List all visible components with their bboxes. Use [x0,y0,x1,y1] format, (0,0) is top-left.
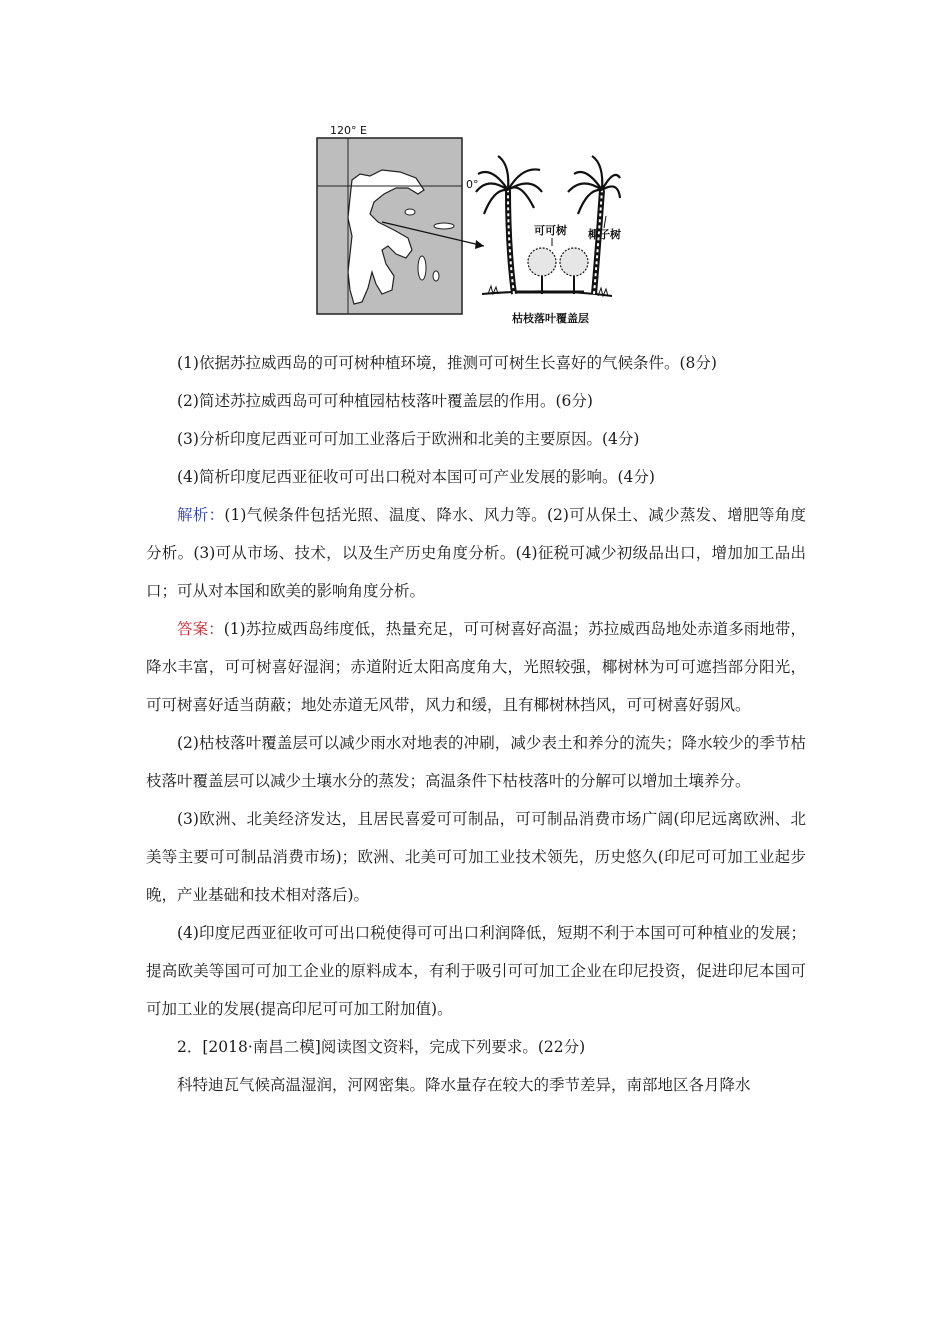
answer-paragraph-1 [146,610,806,724]
islet [434,223,454,229]
answer-label: 答案： [177,620,224,638]
pointer-arrowhead [475,240,484,249]
document-body [146,344,806,1104]
question-4: (4)简析印度尼西亚征收可可出口税对本国可可产业发展的影响。(4分) [177,468,655,486]
cocoa-tree [560,248,588,294]
question-2: (2)简述苏拉威西岛可可种植园枯枝落叶覆盖层的作用。(6分) [177,392,593,410]
analysis-label: 解析： [177,506,225,524]
analysis-paragraph [146,496,806,610]
latitude-label: 0° [466,178,479,191]
question-1: (1)依据苏拉威西岛的可可树种植环境，推测可可树生长喜好的气候条件。(8分) [177,354,717,372]
cocoa-tree [528,248,556,294]
figure-drawing [312,118,622,333]
answer-paragraph-3: (3)欧洲、北美经济发达，且居民喜爱可可制品，可可制品消费市场广阔(印尼远离欧洲、北美等主要可可制品消费市场)；欧洲、北美可可加工业技术领先，历史悠久(印尼可可加工业起步晚，产业基础和技术相对落后)。 [146,810,806,904]
island-plantation-figure [312,118,622,333]
analysis-text: (1)气候条件包括光照、温度、降水、风力等。(2)可从保土、减少蒸发、增肥等角度分析。(3)可从市场、技术，以及生产历史角度分析。(4)征税可减少初级品出口，增加加工品出口；可从对本国和欧美的影响角度分析。 [146,506,806,600]
answer-paragraph-2: (2)枯枝落叶覆盖层可以减少雨水对地表的冲刷，减少表土和养分的流失；降水较少的季节枯枝落叶覆盖层可以减少土壤水分的蒸发；高温条件下枯枝落叶的分解可以增加土壤养分。 [146,734,806,790]
islet [418,256,426,280]
coconut-tree-left [476,156,542,294]
coconut-pointer [604,216,606,228]
islet [433,271,439,281]
coconut-tree-label: 椰子树 [588,228,621,241]
answer-paragraph-4: (4)印度尼西亚征收可可出口税使得可可出口利润降低，短期不利于本国可可种植业的发展；提高欧美等国可可加工企业的原料成本，有利于吸引可可加工企业在印尼投资，促进印尼本国可可加工业的发展(提高印尼可可加工附加值)。 [146,924,806,1018]
next-question-intro: 科特迪瓦气候高温湿润，河网密集。降水量存在较大的季节差异，南部地区各月降水 [177,1076,751,1094]
answer-text-1: (1)苏拉威西岛纬度低，热量充足，可可树喜好高温；苏拉威西岛地处赤道多雨地带，降水丰富，可可树喜好湿润；赤道附近太阳高度角大，光照较强，椰树林为可可遮挡部分阳光，可可树喜好适当荫蔽；地处赤道无风带，风力和缓，且有椰树林挡风，可可树喜好弱风。 [146,620,806,714]
question-3: (3)分析印度尼西亚可可加工业落后于欧洲和北美的主要原因。(4分) [177,430,640,448]
longitude-label: 120° E [330,124,367,137]
islet [405,209,415,215]
cocoa-tree-label: 可可树 [534,224,567,237]
next-question-header: 2．[2018·南昌二模]阅读图文资料，完成下列要求。(22分) [177,1038,586,1056]
litter-label: 枯枝落叶覆盖层 [512,312,589,325]
